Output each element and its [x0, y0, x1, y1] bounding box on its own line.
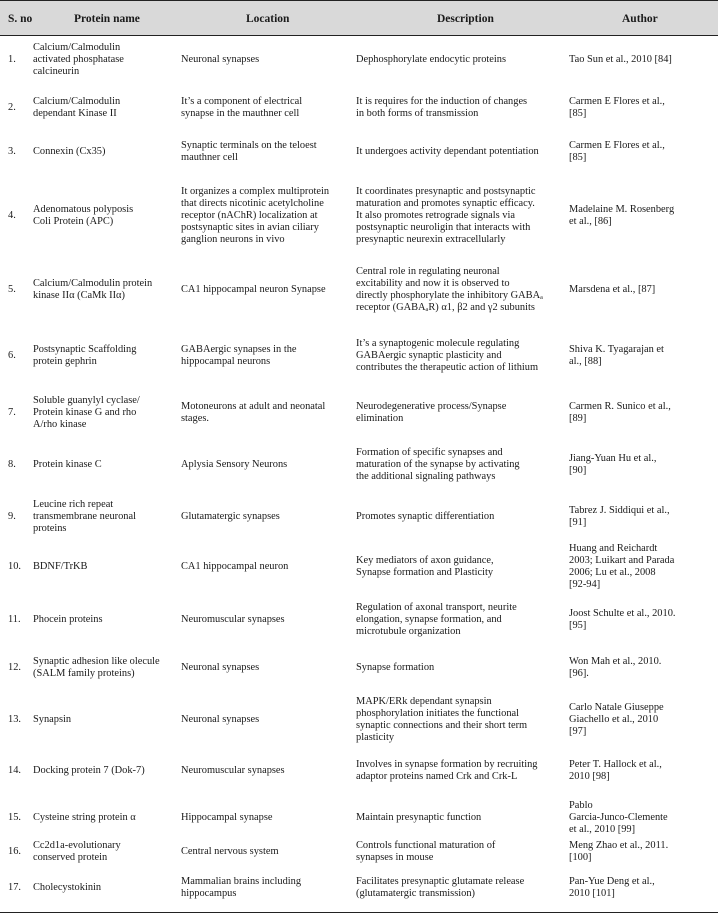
cell-line: [89]	[569, 413, 587, 424]
cell-line: Connexin (Cx35)	[33, 146, 106, 158]
cell-line: synapse in the mauthner cell	[181, 108, 300, 119]
cell-line: 17.	[8, 882, 21, 894]
cell-author	[569, 284, 655, 296]
cell-line: 2006; Lu et al., 2008	[569, 567, 656, 578]
cell-row-number	[8, 350, 16, 362]
cell-line: Meng Zhao et al., 2011.	[569, 840, 669, 852]
cell-line: presynaptic neurexin extracellularly	[356, 233, 506, 245]
cell-author	[569, 505, 670, 529]
cell-author	[569, 344, 664, 368]
cell-line: Pan-Yue Deng et al.,	[569, 876, 655, 888]
cell-line: Garcia-Junco-Clemente	[569, 812, 668, 824]
cell-line: Dephosphorylate endocytic proteins	[356, 54, 507, 66]
cell-description	[356, 338, 538, 374]
cell-description	[356, 876, 524, 900]
cell-protein-name	[33, 656, 160, 680]
cell-line: 16.	[8, 846, 21, 858]
cell-line: al., [88]	[569, 356, 602, 367]
cell-description	[356, 54, 506, 66]
cell-protein-name	[33, 882, 101, 894]
cell-location	[181, 614, 285, 626]
cell-row-number	[8, 812, 21, 824]
cell-line: Giachello et al., 2010	[569, 714, 659, 726]
cell-line: hippocampal neurons	[181, 356, 271, 367]
cell-line: Joost Schulte et al., 2010.	[569, 608, 676, 620]
cell-location	[181, 876, 301, 900]
cell-line: It is requires for the induction of changes	[356, 96, 528, 108]
cell-line: Neurodegenerative process/Synapse	[356, 401, 507, 413]
cell-line: Cc2d1a-evolutionary	[33, 840, 121, 852]
cell-row-number	[8, 846, 21, 858]
cell-author	[569, 453, 656, 477]
cell-location	[181, 344, 297, 368]
cell-line: Cholecystokinin	[33, 882, 102, 894]
cell-row-number	[8, 714, 21, 726]
cell-line: 9.	[8, 511, 16, 523]
cell-line: 10.	[8, 561, 21, 573]
cell-line: Hippocampal synapse	[181, 812, 273, 824]
cell-description	[356, 447, 520, 483]
cell-line: It also promotes retrograde signals via	[356, 210, 515, 222]
cell-line: Synaptic adhesion like olecule	[33, 656, 160, 668]
cell-line: Won Mah et al., 2010.	[569, 656, 662, 668]
cell-location	[181, 846, 279, 858]
cell-line: maturation of the synapse by activating	[356, 459, 520, 471]
cell-line: Maintain presynaptic function	[356, 812, 482, 824]
cell-line: Phocein proteins	[33, 614, 103, 626]
header-sno: S. no	[8, 13, 33, 25]
cell-line: Tabrez J. Siddiqui et al.,	[569, 505, 670, 517]
cell-line: Central role in regulating neuronal	[356, 266, 500, 278]
cell-location	[181, 186, 329, 246]
cell-description	[356, 840, 495, 864]
header-description: Description	[437, 13, 494, 25]
cell-line: transmembrane neuronal	[33, 511, 136, 523]
cell-line: Calcium/Calmodulin	[33, 42, 121, 54]
cell-line: Glutamatergic synapses	[181, 511, 280, 523]
cell-location	[181, 140, 317, 164]
cell-description	[356, 511, 494, 523]
cell-line: synapses in mouse	[356, 852, 434, 863]
cell-line: Neuromuscular synapses	[181, 614, 285, 626]
cell-protein-name	[33, 614, 103, 626]
cell-protein-name	[33, 42, 124, 78]
header-author: Author	[622, 13, 658, 25]
cell-line: 13.	[8, 714, 21, 726]
cell-line: activated phosphatase	[33, 54, 124, 66]
cell-description	[356, 146, 539, 158]
cell-author	[569, 140, 665, 164]
cell-line: dependant Kinase II	[33, 108, 117, 119]
cell-line: elimination	[356, 413, 404, 424]
cell-line: 15.	[8, 812, 21, 824]
cell-protein-name	[33, 499, 136, 535]
cell-line: Controls functional maturation of	[356, 840, 496, 852]
cell-line: 3.	[8, 146, 16, 158]
cell-row-number	[8, 614, 21, 626]
cell-line: Carlo Natale Giuseppe	[569, 702, 664, 714]
cell-protein-name	[33, 146, 105, 158]
cell-line: Coli Protein (APC)	[33, 216, 114, 227]
cell-line: 2.	[8, 102, 16, 114]
cell-line: Regulation of axonal transport, neurite	[356, 602, 517, 614]
cell-line: Soluble guanylyl cyclase/	[33, 395, 140, 407]
cell-line: 5.	[8, 284, 16, 296]
cell-author	[569, 401, 671, 425]
cell-line: Cysteine string protein α	[33, 812, 136, 824]
cell-line: Peter T. Hallock et al.,	[569, 759, 662, 771]
cell-description	[356, 812, 481, 824]
cell-protein-name	[33, 812, 136, 824]
cell-line: A/rho kinase	[33, 418, 87, 430]
cell-line: MAPK/ERk dependant synapsin	[356, 696, 492, 708]
cell-line: phosphorylation initiates the functional	[356, 708, 520, 720]
cell-line: calcineurin	[33, 65, 80, 77]
cell-line: ganglion neurons in vivo	[181, 233, 285, 245]
cell-author	[569, 656, 661, 680]
cell-protein-name	[33, 204, 133, 228]
cell-location	[181, 511, 280, 523]
cell-location	[181, 812, 272, 824]
cell-description	[356, 602, 517, 638]
cell-line: synaptic connections and their short term	[356, 720, 528, 731]
cell-description	[356, 759, 538, 783]
table-bottom-rule	[0, 912, 718, 913]
cell-line: Motoneurons at adult and neonatal	[181, 401, 326, 413]
cell-line: Docking protein 7 (Dok-7)	[33, 765, 145, 777]
cell-author	[569, 759, 662, 783]
cell-line: Protein kinase G and rho	[33, 407, 137, 419]
cell-line: Carmen E Flores et al.,	[569, 140, 665, 152]
cell-line: It undergoes activity dependant potentiation	[356, 146, 539, 158]
cell-line: Shiva K. Tyagarajan et	[569, 344, 664, 356]
cell-line: 14.	[8, 765, 21, 777]
cell-row-number	[8, 407, 16, 419]
cell-line: Synapsin	[33, 714, 72, 726]
cell-line: [92-94]	[569, 578, 601, 590]
cell-description	[356, 186, 535, 246]
cell-line: directly phosphorylate the inhibitory GABAₐ	[356, 290, 543, 301]
cell-protein-name	[33, 840, 121, 864]
cell-protein-name	[33, 714, 71, 726]
cell-protein-name	[33, 344, 136, 368]
cell-line: in both forms of transmission	[356, 108, 479, 119]
cell-line: CA1 hippocampal neuron	[181, 561, 289, 573]
cell-line: [85]	[569, 152, 587, 163]
header-location: Location	[246, 13, 290, 25]
cell-row-number	[8, 284, 16, 296]
cell-line: receptor (GABAₐR) α1, β2 and γ2 subunits	[356, 301, 535, 313]
cell-line: elongation, synapse formation, and	[356, 614, 502, 626]
cell-line: proteins	[33, 522, 67, 534]
cell-line: maturation and promotes synaptic efficacy.	[356, 198, 535, 210]
cell-line: the additional signaling pathways	[356, 470, 496, 482]
cell-line: 2010 [101]	[569, 888, 615, 899]
cell-line: excitability and now it is observed to	[356, 278, 510, 290]
cell-description	[356, 696, 527, 744]
cell-row-number	[8, 511, 16, 523]
cell-line: conserved protein	[33, 852, 108, 863]
cell-line: Neuronal synapses	[181, 54, 260, 66]
cell-description	[356, 96, 527, 120]
cell-line: Carmen R. Sunico et al.,	[569, 401, 671, 413]
cell-line: [96].	[569, 668, 589, 679]
cell-author	[569, 204, 674, 228]
cell-line: Aplysia Sensory Neurons	[181, 459, 288, 471]
cell-author	[569, 543, 674, 591]
cell-line: et al., 2010 [99]	[569, 823, 636, 835]
cell-line: Postsynaptic Scaffolding	[33, 344, 137, 356]
cell-line: Calcium/Calmodulin protein	[33, 278, 153, 290]
cell-protein-name	[33, 96, 120, 120]
cell-description	[356, 401, 506, 425]
header-protein-name: Protein name	[74, 13, 140, 25]
cell-description	[356, 555, 494, 579]
cell-line: plasticity	[356, 731, 395, 743]
cell-row-number	[8, 210, 16, 222]
cell-line: (SALM family proteins)	[33, 668, 135, 679]
cell-protein-name	[33, 765, 145, 777]
cell-line: Neuronal synapses	[181, 662, 260, 674]
cell-line: Pablo	[569, 800, 593, 812]
cell-author	[569, 702, 664, 738]
cell-line: 11.	[8, 614, 21, 626]
cell-location	[181, 561, 288, 573]
cell-line: It’s a synaptogenic molecule regulating	[356, 338, 520, 350]
cell-author	[569, 840, 668, 864]
cell-line: [97]	[569, 725, 587, 737]
cell-line: Marsdena et al., [87]	[569, 284, 656, 296]
cell-location	[181, 662, 259, 674]
cell-author	[569, 54, 672, 66]
cell-line: receptor (nAChR) localization at	[181, 210, 318, 222]
cell-line: postsynaptic neuroligin that interacts with	[356, 221, 531, 233]
cell-line: [85]	[569, 108, 587, 119]
cell-row-number	[8, 662, 21, 674]
cell-line: Synaptic terminals on the teloest	[181, 140, 317, 152]
cell-line: Synapse formation and Plasticity	[356, 567, 494, 578]
cell-line: (glutamatergic transmission)	[356, 888, 475, 899]
cell-line: Protein kinase C	[33, 459, 102, 471]
cell-location	[181, 714, 259, 726]
cell-line: protein gephrin	[33, 356, 97, 367]
cell-row-number	[8, 561, 21, 573]
cell-line: Huang and Reichardt	[569, 543, 658, 555]
cell-line: stages.	[181, 413, 209, 424]
cell-line: BDNF/TrKB	[33, 561, 88, 573]
cell-line: hippocampus	[181, 888, 237, 899]
cell-line: 6.	[8, 350, 16, 362]
cell-line: It coordinates presynaptic and postsynaptic	[356, 186, 536, 198]
cell-line: Promotes synaptic differentiation	[356, 511, 495, 523]
cell-author	[569, 800, 668, 836]
cell-description	[356, 662, 434, 674]
cell-location	[181, 459, 287, 471]
cell-line: [100]	[569, 852, 592, 863]
cell-line: Key mediators of axon guidance,	[356, 555, 494, 567]
cell-line: GABAergic synapses in the	[181, 344, 297, 356]
cell-description	[356, 266, 543, 314]
cell-line: [91]	[569, 517, 587, 528]
cell-line: 4.	[8, 210, 16, 222]
cell-location	[181, 96, 302, 120]
cell-line: Formation of specific synapses and	[356, 447, 503, 459]
cell-line: contributes the therapeutic action of lithium	[356, 361, 539, 373]
cell-row-number	[8, 102, 16, 114]
cell-line: Adenomatous polyposis	[33, 204, 134, 216]
cell-line: It’s a component of electrical	[181, 96, 303, 108]
cell-row-number	[8, 765, 21, 777]
cell-line: Involves in synapse formation by recruiting	[356, 759, 538, 771]
cell-line: et al., [86]	[569, 216, 612, 227]
cell-line: Jiang-Yuan Hu et al.,	[569, 453, 657, 465]
table-header	[0, 0, 718, 36]
cell-line: Madelaine M. Rosenberg	[569, 204, 675, 216]
cell-protein-name	[33, 561, 87, 573]
cell-location	[181, 54, 259, 66]
cell-line: postsynaptic sites in avian ciliary	[181, 221, 319, 233]
cell-row-number	[8, 882, 21, 894]
cell-line: GABAergic synaptic plasticity and	[356, 350, 502, 362]
cell-line: 7.	[8, 407, 16, 419]
cell-line: kinase IIα (CaMk IIα)	[33, 290, 125, 301]
cell-protein-name	[33, 278, 152, 302]
cell-protein-name	[33, 395, 140, 431]
cell-line: Synapse formation	[356, 662, 435, 674]
cell-author	[569, 96, 665, 120]
cell-location	[181, 765, 285, 777]
cell-line: Leucine rich repeat	[33, 499, 114, 511]
cell-location	[181, 401, 325, 425]
cell-row-number	[8, 146, 16, 158]
cell-line: 1.	[8, 54, 16, 66]
cell-line: [95]	[569, 620, 587, 631]
cell-author	[569, 876, 655, 900]
cell-line: [90]	[569, 465, 587, 476]
cell-line: adaptor proteins named Crk and Crk-L	[356, 771, 518, 782]
cell-line: 8.	[8, 459, 16, 471]
cell-author	[569, 608, 676, 632]
cell-line: mauthner cell	[181, 152, 238, 163]
cell-row-number	[8, 459, 16, 471]
cell-line: Facilitates presynaptic glutamate release	[356, 876, 525, 888]
cell-line: 2010 [98]	[569, 771, 610, 782]
cell-line: It organizes a complex multiprotein	[181, 186, 330, 198]
cell-line: Neuromuscular synapses	[181, 765, 285, 777]
cell-location	[181, 284, 326, 296]
cell-line: Carmen E Flores et al.,	[569, 96, 665, 108]
cell-protein-name	[33, 459, 102, 471]
cell-line: Neuronal synapses	[181, 714, 260, 726]
cell-line: CA1 hippocampal neuron Synapse	[181, 284, 326, 296]
cell-line: Mammalian brains including	[181, 876, 302, 888]
cell-line: Calcium/Calmodulin	[33, 96, 121, 108]
cell-line: Central nervous system	[181, 846, 279, 858]
cell-line: Tao Sun et al., 2010 [84]	[569, 54, 672, 66]
cell-line: that directs nicotinic acetylcholine	[181, 198, 324, 210]
cell-line: 2003; Luikart and Parada	[569, 555, 675, 567]
cell-line: microtubule organization	[356, 625, 461, 637]
cell-row-number	[8, 54, 16, 66]
cell-line: 12.	[8, 662, 21, 674]
